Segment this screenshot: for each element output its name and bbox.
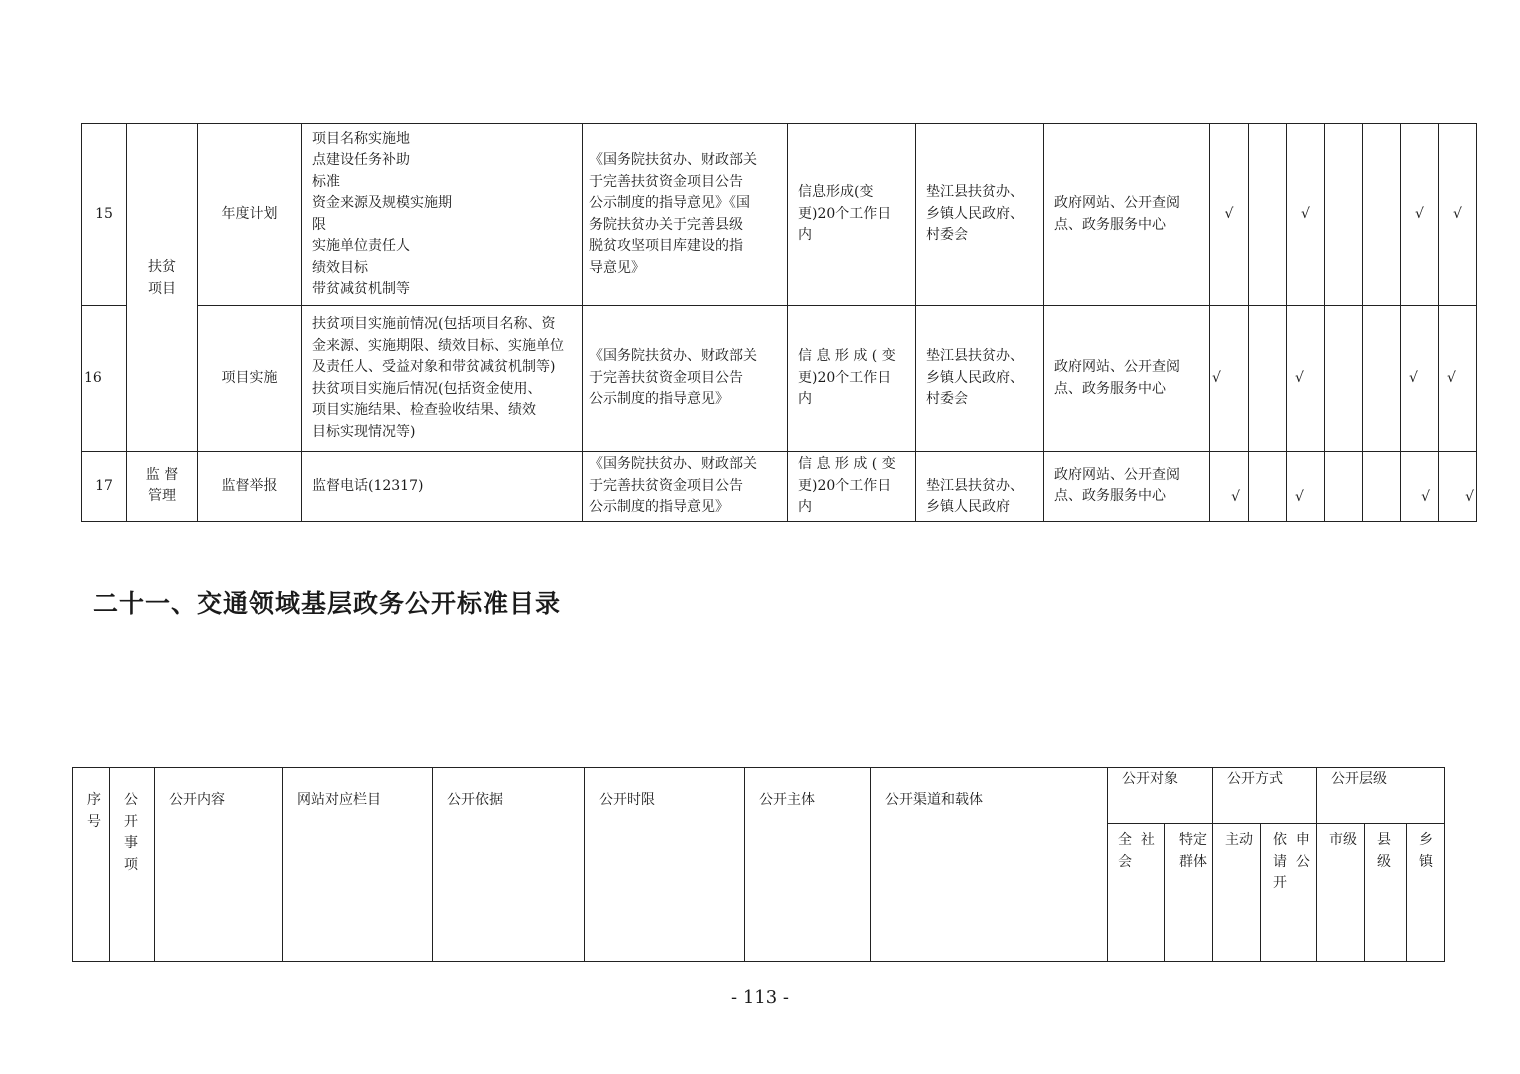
basis-cell: 《国务院扶贫办、财政部关 于完善扶贫资金项目公告 公示制度的指导意见》 <box>583 452 788 522</box>
header-method-group: 公开方式 <box>1213 768 1317 824</box>
channel-cell: 政府网站、公开查阅 点、政务服务中心 <box>1044 124 1210 306</box>
check-mark: √ <box>1210 124 1249 306</box>
check-mark: √ <box>1287 124 1325 306</box>
category-text: 项目 <box>148 280 176 297</box>
check-mark <box>1249 452 1287 522</box>
header-object-group: 公开对象 <box>1108 768 1213 824</box>
subject-cell: 垫江县扶贫办、 乡镇人民政府、 村委会 <box>916 124 1044 306</box>
subject-cell: 垫江县扶贫办、 乡镇人民政府 <box>916 452 1044 522</box>
time-limit-cell: 信息形成(变 更)20个工作日 内 <box>788 124 916 306</box>
content-cell: 项目名称实施地 点建设任务补助 标准 资金来源及规模实施期 限 实施单位责任人 绩效目标 带贫减贫机制等 <box>302 124 583 306</box>
subject-cell: 垫江县扶贫办、 乡镇人民政府、 村委会 <box>916 306 1044 452</box>
poverty-alleviation-table <box>81 123 1477 522</box>
header-subject: 公开主体 <box>745 768 871 962</box>
table-row <box>82 452 1477 522</box>
table-row <box>82 124 1477 306</box>
content-cell: 扶贫项目实施前情况(包括项目名称、资 金来源、实施期限、绩效目标、实施单位 及责任人、受益对象和带贫减贫机制等) 扶贫项目实施后情况(包括资金使用、 项目实施结果、检查验收结果、绩效 目标实现情况等) <box>302 306 583 452</box>
check-mark: √ <box>1401 452 1439 522</box>
header-basis: 公开依据 <box>433 768 585 962</box>
header-website-column: 网站对应栏目 <box>283 768 433 962</box>
header-level-county: 县 级 <box>1365 824 1407 962</box>
header-level-city: 市级 <box>1317 824 1365 962</box>
category-cell-poverty <box>127 124 198 452</box>
row-number: 17 <box>82 452 127 522</box>
header-row-groups <box>73 768 1445 824</box>
check-mark <box>1325 306 1363 452</box>
header-method-request: 依 申 请 公 开 <box>1261 824 1317 962</box>
item-cell: 项目实施 <box>198 306 302 452</box>
check-mark <box>1249 306 1287 452</box>
row-number: 16 <box>82 306 127 452</box>
check-mark: √ <box>1439 306 1477 452</box>
page-number: - 113 - <box>731 987 789 1008</box>
header-object-all: 全 社 会 <box>1108 824 1165 962</box>
check-mark <box>1325 452 1363 522</box>
content-cell: 监督电话(12317) <box>302 452 583 522</box>
header-level-town: 乡 镇 <box>1407 824 1445 962</box>
check-mark: √ <box>1287 452 1325 522</box>
item-cell: 监督举报 <box>198 452 302 522</box>
check-mark: √ <box>1401 306 1439 452</box>
check-mark: √ <box>1439 452 1477 522</box>
header-channel: 公开渠道和载体 <box>871 768 1108 962</box>
category-text: 管理 <box>148 488 176 505</box>
header-item: 公 开 事 项 <box>110 768 155 962</box>
check-mark <box>1249 124 1287 306</box>
item-cell: 年度计划 <box>198 124 302 306</box>
time-limit-cell: 信 息 形 成 ( 变 更)20个工作日 内 <box>788 452 916 522</box>
header-level-group: 公开层级 <box>1317 768 1445 824</box>
check-mark <box>1325 124 1363 306</box>
basis-cell: 《国务院扶贫办、财政部关 于完善扶贫资金项目公告 公示制度的指导意见》《国 务院扶贫办关于完善县级 脱贫攻坚项目库建设的指 导意见》 <box>583 124 788 306</box>
check-mark: √ <box>1210 306 1249 452</box>
category-cell-supervision <box>127 452 198 522</box>
header-object-specific: 特定 群体 <box>1165 824 1213 962</box>
check-mark <box>1363 452 1401 522</box>
header-method-active: 主动 <box>1213 824 1261 962</box>
check-mark <box>1363 306 1401 452</box>
check-mark: √ <box>1210 452 1249 522</box>
header-seq: 序 号 <box>73 768 110 962</box>
header-content: 公开内容 <box>155 768 283 962</box>
section-title: 二十一、交通领域基层政务公开标准目录 <box>93 589 562 618</box>
check-mark: √ <box>1287 306 1325 452</box>
row-number: 15 <box>82 124 127 306</box>
transport-header-table <box>72 767 1445 962</box>
header-time-limit: 公开时限 <box>585 768 745 962</box>
time-limit-cell: 信 息 形 成 ( 变 更)20个工作日 内 <box>788 306 916 452</box>
category-text: 扶贫 <box>148 259 176 275</box>
check-mark <box>1363 124 1401 306</box>
table-row <box>82 306 1477 452</box>
channel-cell: 政府网站、公开查阅 点、政务服务中心 <box>1044 452 1210 522</box>
check-mark: √ <box>1401 124 1439 306</box>
channel-cell: 政府网站、公开查阅 点、政务服务中心 <box>1044 306 1210 452</box>
check-mark: √ <box>1439 124 1477 306</box>
basis-cell: 《国务院扶贫办、财政部关 于完善扶贫资金项目公告 公示制度的指导意见》 <box>583 306 788 452</box>
category-text: 监 督 <box>145 466 179 483</box>
